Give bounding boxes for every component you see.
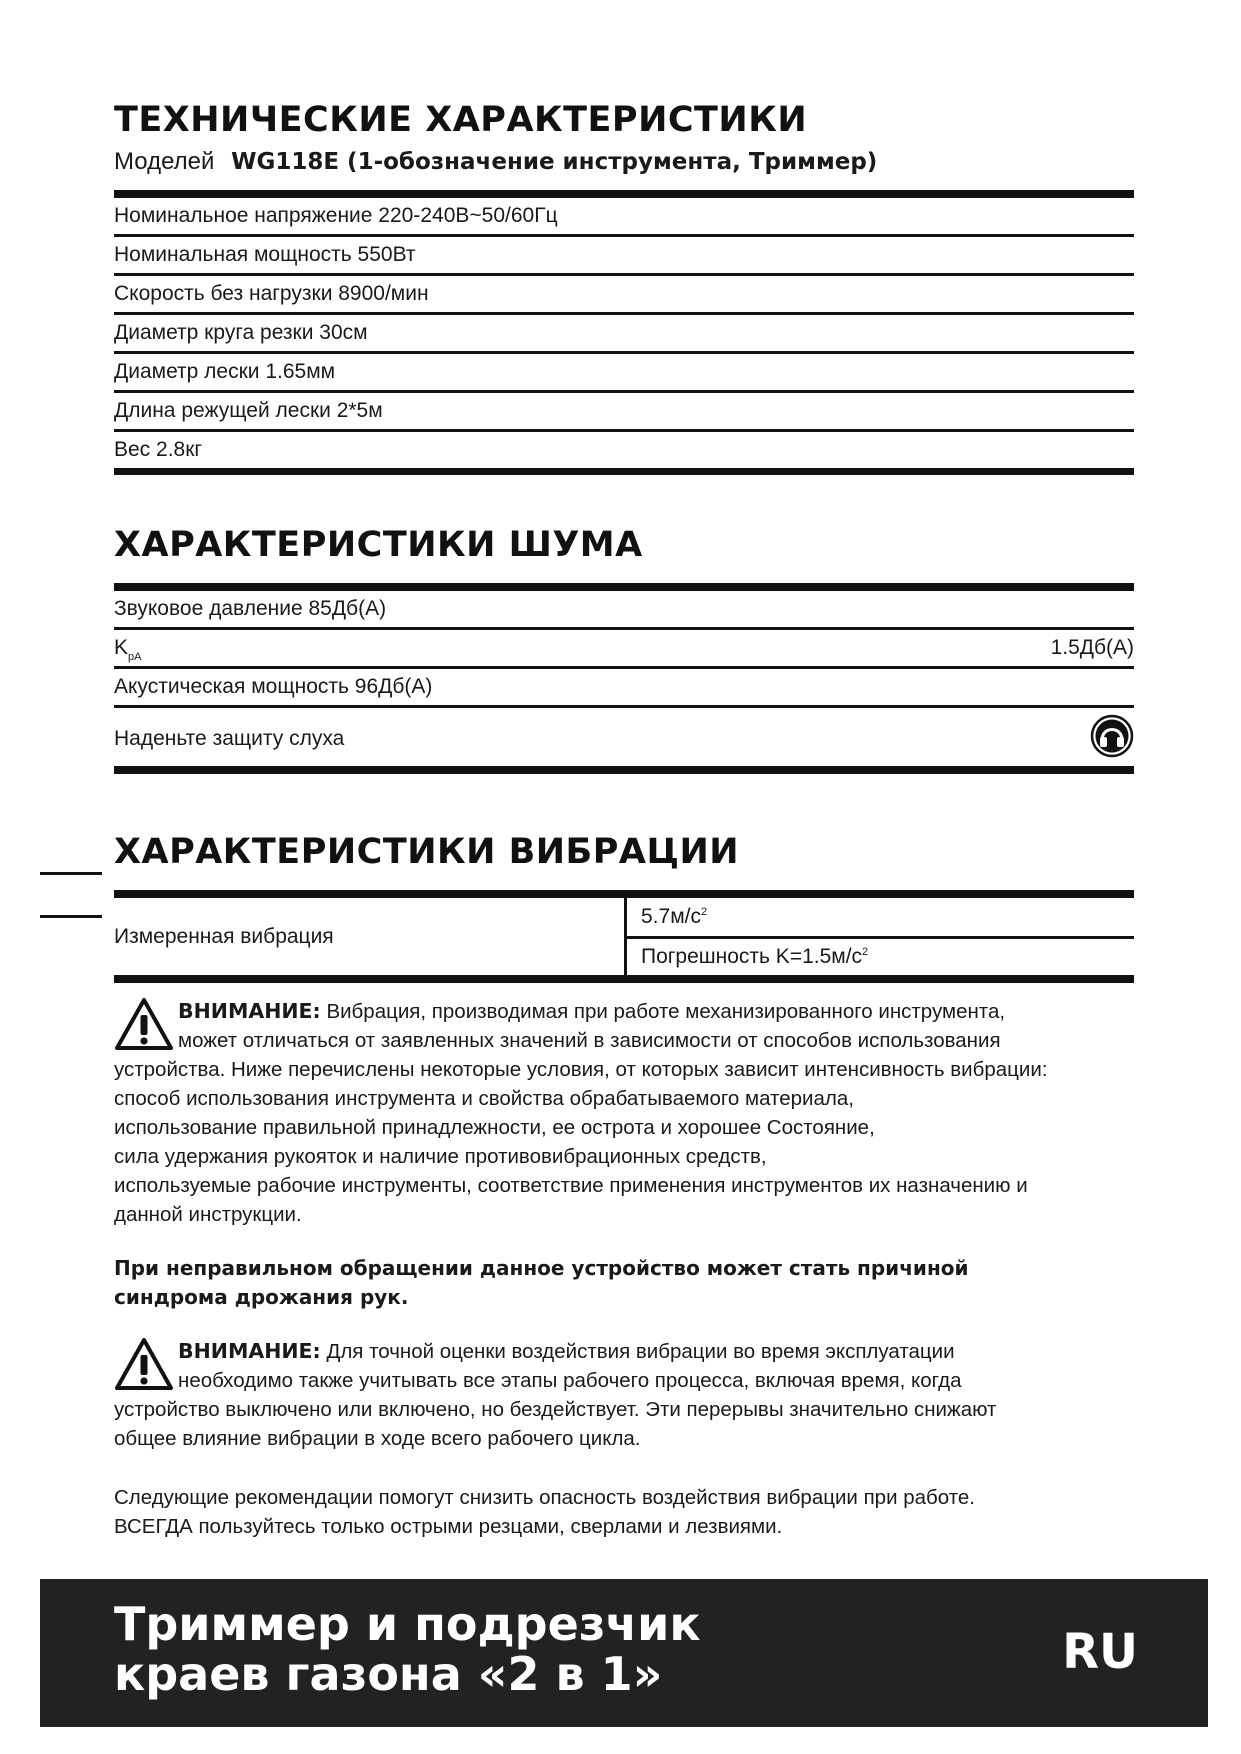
specs-section <box>114 100 1134 475</box>
warning-2-first-line: ВНИМАНИЕ: Для точной оценки воздействия вибрации во время эксплуатации <box>178 1339 955 1363</box>
model-label: Моделей <box>114 148 215 175</box>
spec-row: Скорость без нагрузки 8900/мин <box>114 276 1134 315</box>
ear-protection-text: Наденьте защиту слуха <box>114 727 345 750</box>
noise-row-kpa <box>114 630 1134 669</box>
warning-1-line: данной инструкции. <box>114 1203 302 1226</box>
warning-1-first-line: ВНИМАНИЕ: Вибрация, производимая при работе механизированного инструмента, <box>178 999 1006 1023</box>
warning-1-line: использование правильной принадлежности, ее острота и хорошее Состояние, <box>114 1116 875 1139</box>
spec-row: Номинальная мощность 550Вт <box>114 237 1134 276</box>
warning-1-line: сила удержания рукояток и наличие противовибрационных средств, <box>114 1145 767 1168</box>
margin-mark <box>40 872 102 875</box>
divider <box>114 890 1134 898</box>
vibration-table <box>114 898 1134 975</box>
divider <box>114 190 1134 198</box>
noise-title: ХАРАКТЕРИСТИКИ ШУМА <box>114 525 643 565</box>
noise-row-power: Акустическая мощность 96Дб(А) <box>114 669 1134 708</box>
noise-row-ear <box>114 708 1134 774</box>
model-value: WG118E (1-обозначение инструмента, Триммер) <box>231 149 878 175</box>
footer-band <box>40 1579 1208 1727</box>
noise-section <box>114 525 1134 774</box>
warning-1-line: способ использования инструмента и свойства обрабатываемого материала, <box>114 1087 854 1110</box>
vibration-uncertainty: Погрешность $K=1.5м/с^2$ <box>641 945 869 968</box>
spec-row: Вес 2.8кг <box>114 432 1134 475</box>
kpa-label: K <box>114 636 129 659</box>
spec-row: Длина режущей лески 2*5м <box>114 393 1134 432</box>
warning-icon <box>114 997 174 1051</box>
warning-2-line: устройство выключено или включено, но бездействует. Эти перерывы значительно снижают <box>114 1398 997 1421</box>
spec-row: Номинальное напряжение 220-240В~50/60Гц <box>114 198 1134 237</box>
warning-2-second-line: необходимо также учитывать все этапы рабочего процесса, включая время, когда <box>178 1369 962 1392</box>
warning-1-line: устройства. Ниже перечислены некоторые условия, от которых зависит интенсивность вибрации: <box>114 1058 1048 1081</box>
vibration-section <box>114 832 1134 983</box>
divider <box>114 583 1134 591</box>
kpa-sub: pA <box>128 651 142 663</box>
vibration-title: ХАРАКТЕРИСТИКИ ВИБРАЦИИ <box>114 832 740 872</box>
margin-mark <box>40 915 102 918</box>
spec-row: Диаметр лески 1.65мм <box>114 354 1134 393</box>
warning-1-line: используемые рабочие инструменты, соответствие применения инструментов их назначению и <box>114 1174 1028 1197</box>
warning-block-1 <box>114 997 1134 1229</box>
ear-protection-icon <box>1090 714 1134 758</box>
warning-2-line: общее влияние вибрации в ходе всего рабочего цикла. <box>114 1427 641 1450</box>
noise-row-pressure: Звуковое давление 85Дб(А) <box>114 591 1134 630</box>
recommendations: Следующие рекомендации помогут снизить опасность воздействия вибрации при работе. ВСЕГДА пользуйтесь только острыми резцами, сверлами и лезвиями. <box>114 1486 975 1538</box>
divider <box>114 975 1134 983</box>
language-code: RU <box>1062 1624 1138 1680</box>
hand-vibration-note: При неправильном обращении данное устройство может стать причиной синдрома дрожания рук. <box>114 1256 969 1309</box>
warning-block-2 <box>114 1337 1134 1453</box>
product-title: Триммер и подрезчик краев газона «2 в 1» <box>114 1597 701 1701</box>
measured-vibration-label: Измеренная вибрация <box>114 898 626 975</box>
specs-title: ТЕХНИЧЕСКИЕ ХАРАКТЕРИСТИКИ <box>114 100 808 140</box>
warning-1-second-line: может отличаться от заявленных значений в зависимости от способов использования <box>178 1029 1001 1052</box>
model-line <box>114 148 1134 176</box>
warning-icon <box>114 1337 174 1391</box>
kpa-value: 1.5Дб(А) <box>1050 636 1134 659</box>
spec-row: Диаметр круга резки 30см <box>114 315 1134 354</box>
vibration-value: $5.7м/с^2$ <box>626 898 1135 938</box>
